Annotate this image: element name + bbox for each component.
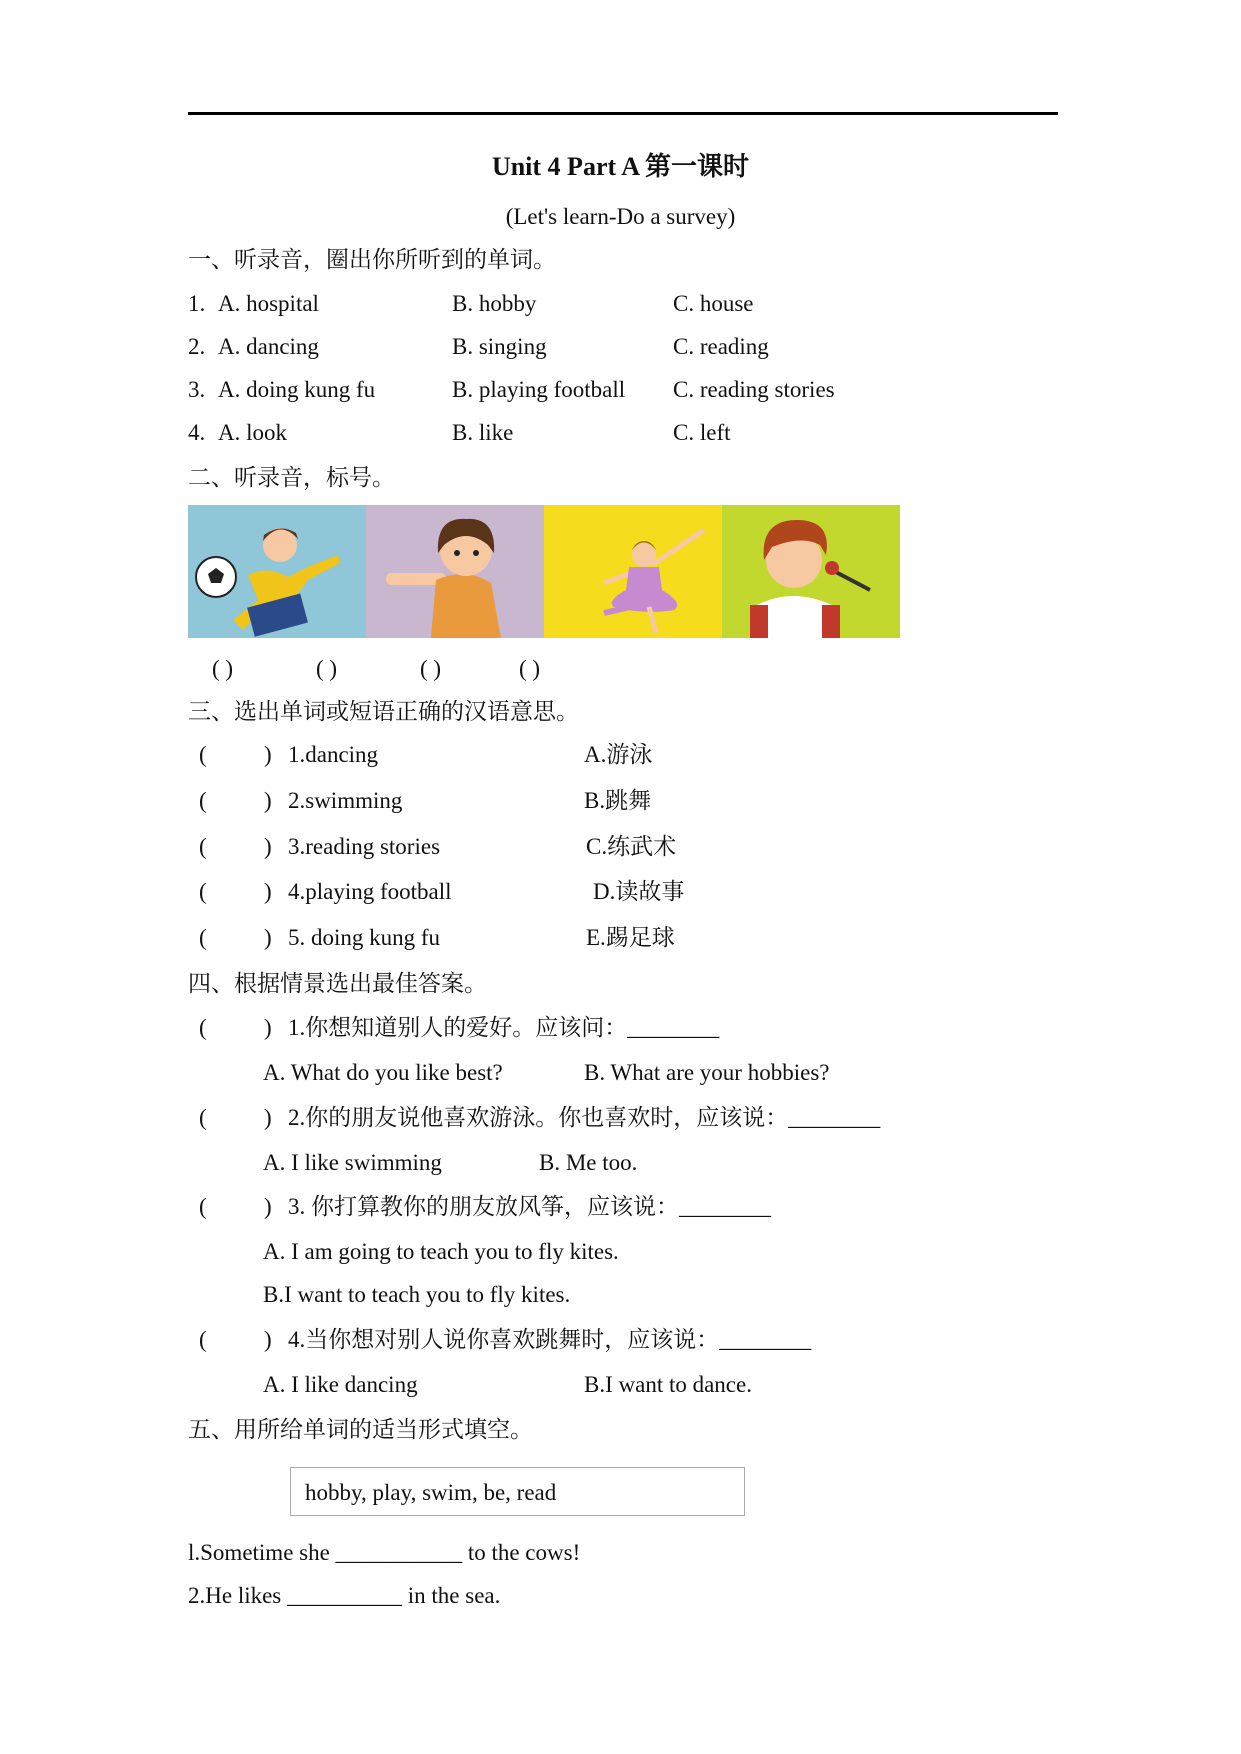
s4-q3-option-a[interactable]: A. I am going to teach you to fly kites. [263, 1239, 619, 1264]
s3-item4-bracket-open[interactable]: ( [199, 879, 207, 904]
s3-item2-word: 2.swimming [288, 788, 403, 813]
s3-item3-bracket-close: ) [264, 834, 272, 859]
s4-q3-bracket-close: ) [264, 1194, 272, 1219]
s4-q4-bracket-open[interactable]: ( [199, 1327, 207, 1352]
boy-playing-football-icon [188, 505, 366, 638]
s3-item2-bracket-close: ) [264, 788, 272, 813]
s4-q1-bracket-open[interactable]: ( [199, 1015, 207, 1040]
girl-doing-kung-fu-icon [366, 505, 544, 638]
s3-item3-bracket-open[interactable]: ( [199, 834, 207, 859]
word-bank-text: hobby, play, swim, be, read [305, 1480, 557, 1505]
header-rule [188, 112, 1058, 115]
s3-item4-meaning: D.读故事 [593, 879, 685, 904]
s3-item5-word: 5. doing kung fu [288, 925, 441, 950]
s3-item3-word: 3.reading stories [288, 834, 441, 859]
s4-q2-bracket-open[interactable]: ( [199, 1105, 207, 1130]
s3-item3-meaning: C.练武术 [586, 834, 677, 859]
s3-item2-bracket-open[interactable]: ( [199, 788, 207, 813]
s3-item2-meaning: B.跳舞 [584, 788, 652, 813]
boy-singing-icon [722, 505, 900, 638]
s5-sentence2[interactable]: 2.He likes __________ in the sea. [188, 1583, 501, 1608]
page-title: Unit 4 Part A 第一课时 [491, 152, 750, 181]
s4-q3-bracket-open[interactable]: ( [199, 1194, 207, 1219]
s1-row2-option-a[interactable]: A. dancing [218, 334, 319, 359]
s4-q1-question: 1.你想知道别人的爱好。应该问：________ [288, 1015, 720, 1040]
s4-q3-option-b[interactable]: B.I want to teach you to fly kites. [263, 1282, 571, 1307]
s1-row3-option-b[interactable]: B. playing football [452, 377, 626, 402]
s4-q4-option-a[interactable]: A. I like dancing [263, 1372, 418, 1397]
picture2-answer-bracket[interactable]: ( ) [316, 656, 338, 681]
section3-heading: 三、选出单词或短语正确的汉语意思。 [188, 699, 579, 724]
s4-q2-bracket-close: ) [264, 1105, 272, 1130]
s3-item1-bracket-open[interactable]: ( [199, 742, 207, 767]
s4-q1-bracket-close: ) [264, 1015, 272, 1040]
s4-q2-option-a[interactable]: A. I like swimming [263, 1150, 442, 1175]
section5-heading: 五、用所给单词的适当形式填空。 [188, 1417, 533, 1442]
s4-q4-question: 4.当你想对别人说你喜欢跳舞时，应该说：________ [288, 1327, 812, 1352]
picture1-answer-bracket[interactable]: ( ) [212, 656, 234, 681]
s4-q2-option-b[interactable]: B. Me too. [539, 1150, 638, 1175]
s4-q4-bracket-close: ) [264, 1327, 272, 1352]
section2-heading: 二、听录音，标号。 [188, 465, 395, 490]
s1-row1-option-c[interactable]: C. house [673, 291, 754, 316]
s3-item4-bracket-close: ) [264, 879, 272, 904]
s3-item4-word: 4.playing football [288, 879, 452, 904]
s1-row3-num: 3. [188, 377, 206, 402]
s1-row1-num: 1. [188, 291, 206, 316]
s4-q2-question: 2.你的朋友说他喜欢游泳。你也喜欢时，应该说：________ [288, 1105, 881, 1130]
picture3-answer-bracket[interactable]: ( ) [420, 656, 442, 681]
s1-row4-option-c[interactable]: C. left [673, 420, 731, 445]
picture4-answer-bracket[interactable]: ( ) [519, 656, 541, 681]
section4-heading: 四、根据情景选出最佳答案。 [188, 971, 487, 996]
girl-dancing-icon [544, 505, 722, 638]
s1-row1-option-b[interactable]: B. hobby [452, 291, 537, 316]
s5-sentence1[interactable]: l.Sometime she ___________ to the cows! [188, 1540, 581, 1565]
s1-row2-option-b[interactable]: B. singing [452, 334, 547, 359]
s4-q1-option-b[interactable]: B. What are your hobbies? [584, 1060, 830, 1085]
s1-row4-num: 4. [188, 420, 206, 445]
s1-row1-option-a[interactable]: A. hospital [218, 291, 319, 316]
page-subtitle: (Let's learn-Do a survey) [505, 204, 736, 229]
s1-row3-option-a[interactable]: A. doing kung fu [218, 377, 376, 402]
s1-row2-option-c[interactable]: C. reading [673, 334, 769, 359]
s3-item5-bracket-close: ) [264, 925, 272, 950]
s4-q1-option-a[interactable]: A. What do you like best? [263, 1060, 503, 1085]
section1-heading: 一、听录音，圈出你所听到的单词。 [188, 247, 556, 272]
s3-item5-meaning: E.踢足球 [586, 925, 675, 950]
s3-item1-bracket-close: ) [264, 742, 272, 767]
s1-row3-option-c[interactable]: C. reading stories [673, 377, 835, 402]
s3-item1-word: 1.dancing [288, 742, 379, 767]
word-bank-box [290, 1467, 745, 1516]
s1-row4-option-b[interactable]: B. like [452, 420, 514, 445]
s4-q4-option-b[interactable]: B.I want to dance. [584, 1372, 752, 1397]
s1-row2-num: 2. [188, 334, 206, 359]
s1-row4-option-a[interactable]: A. look [218, 420, 287, 445]
s4-q3-question: 3. 你打算教你的朋友放风筝，应该说：________ [288, 1194, 771, 1219]
s3-item5-bracket-open[interactable]: ( [199, 925, 207, 950]
s3-item1-meaning: A.游泳 [584, 742, 653, 767]
